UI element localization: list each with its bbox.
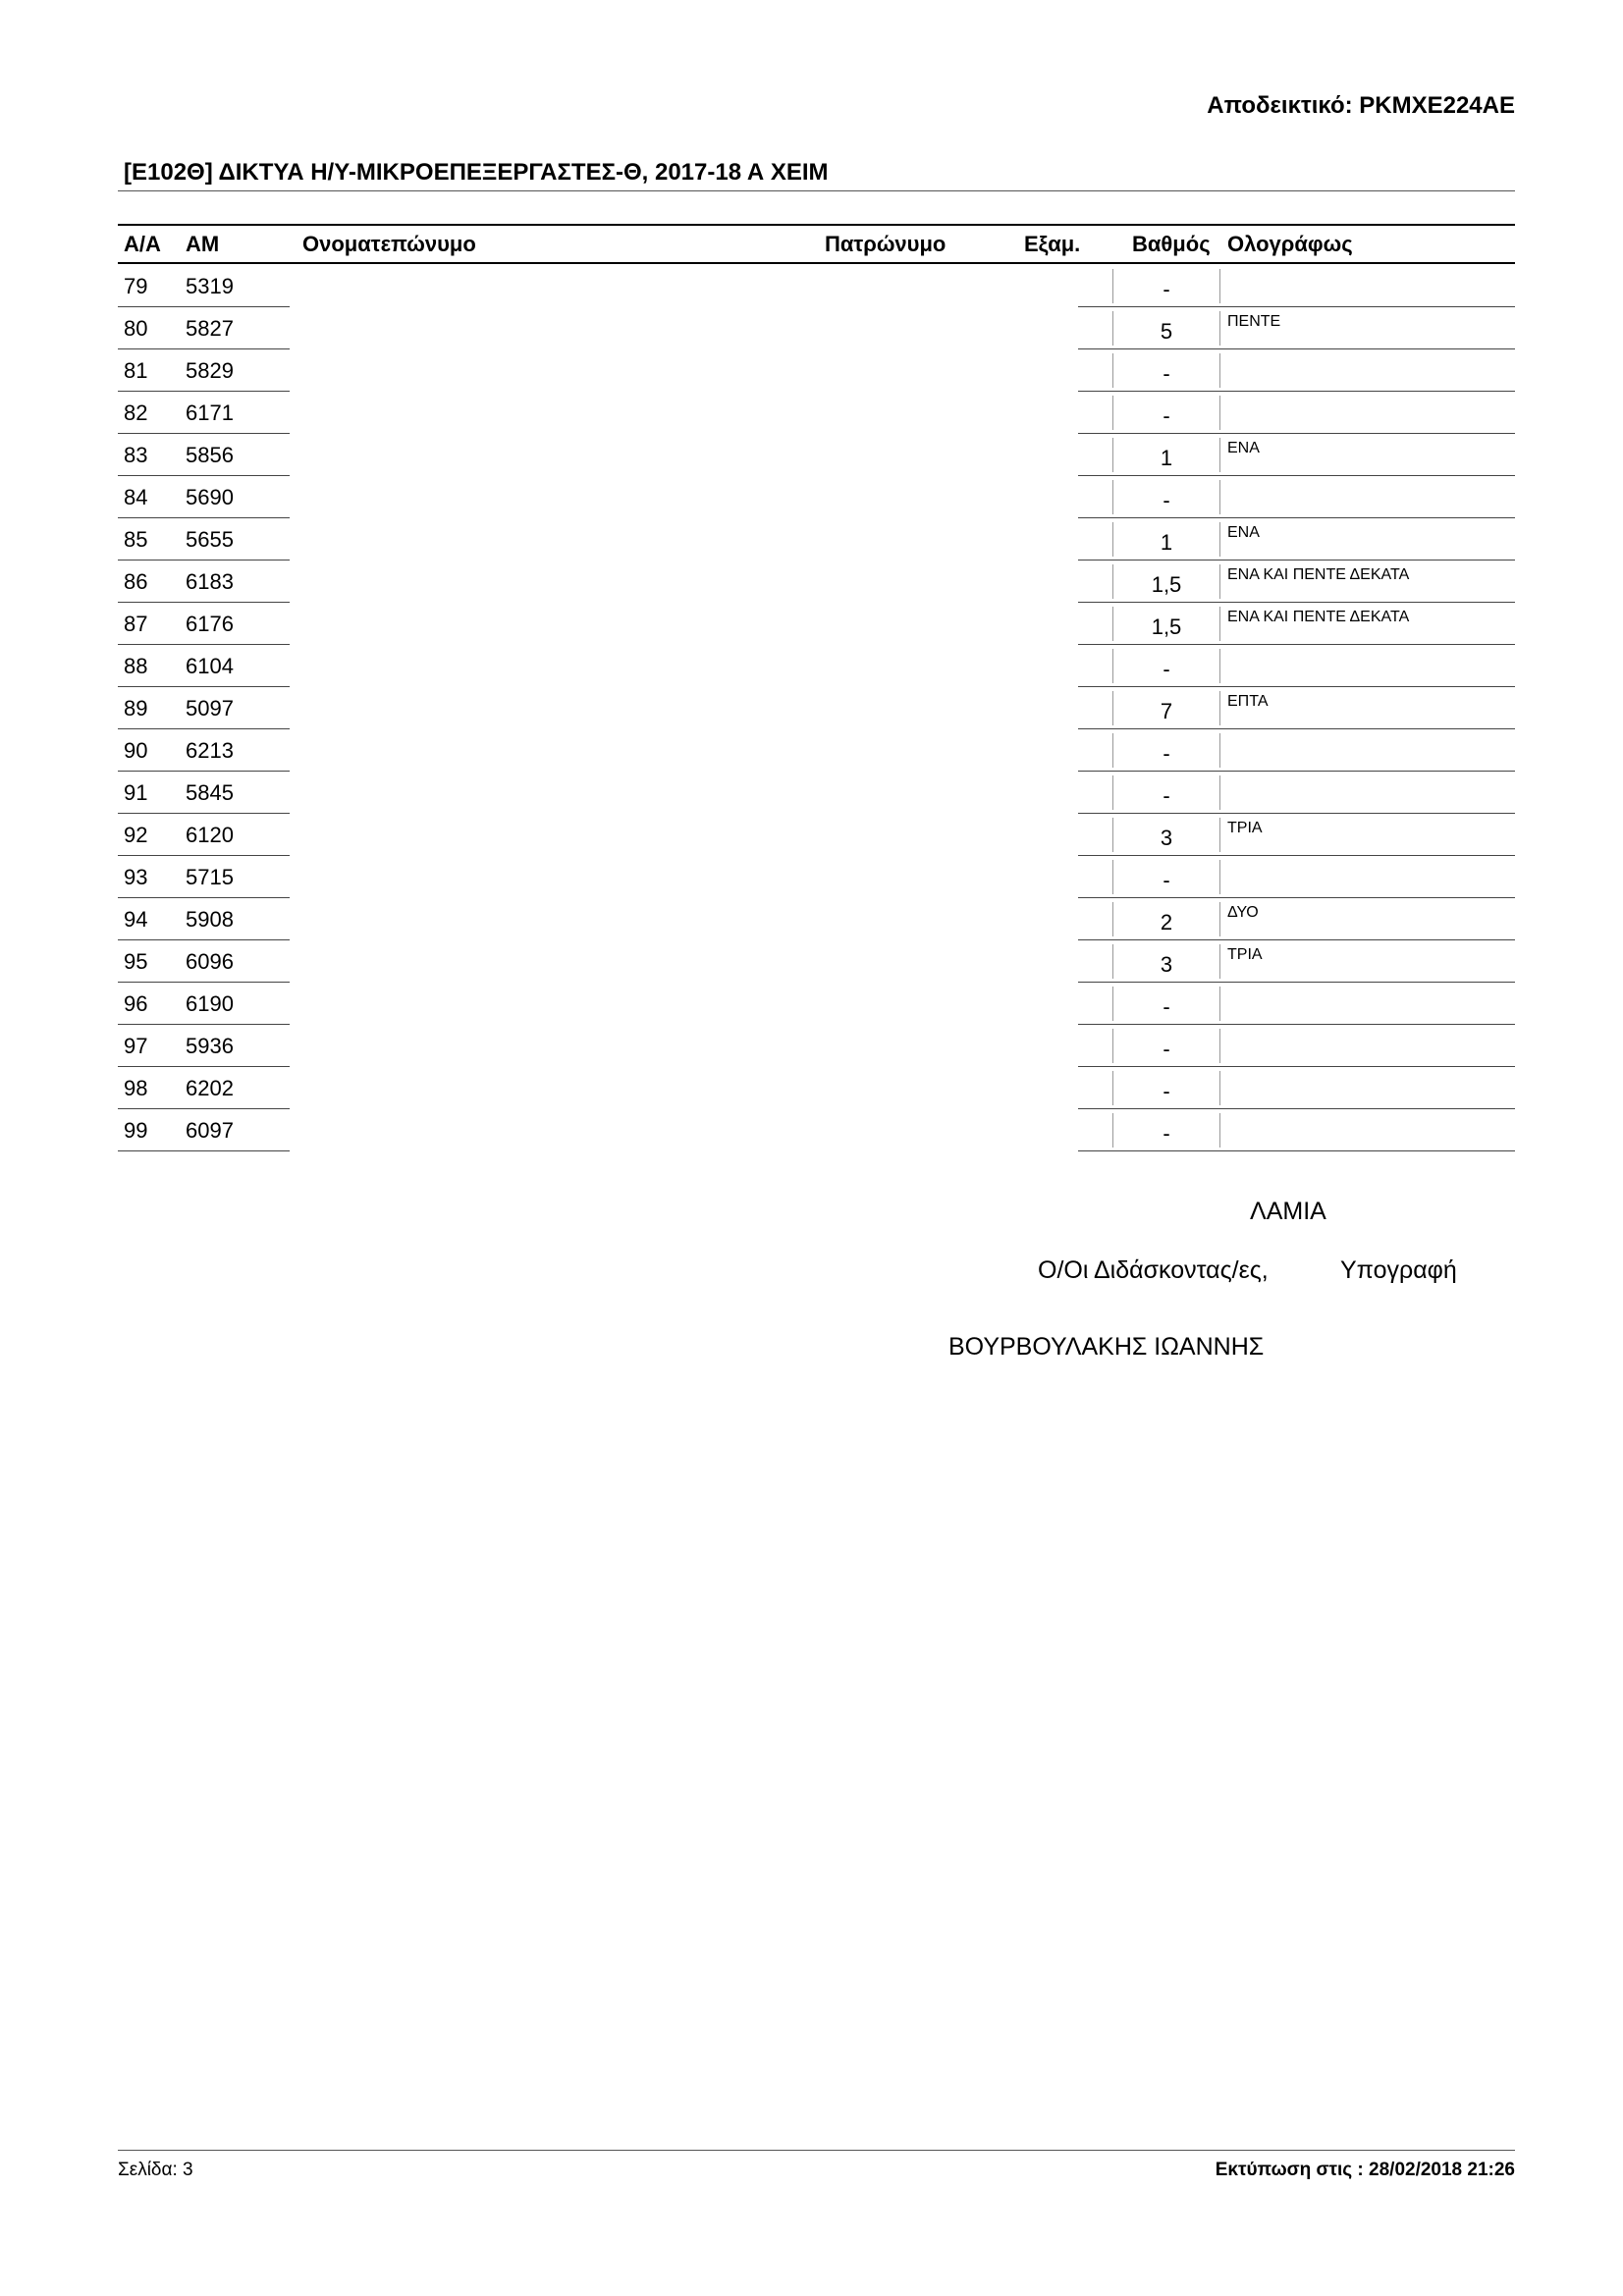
row-am: 5908 [186, 907, 234, 932]
table-row [0, 265, 1623, 307]
row-grade: 3 [1160, 826, 1173, 850]
print-timestamp: Εκτύπωση στις : 28/02/2018 21:26 [1215, 2160, 1515, 2180]
words-divider [1219, 396, 1220, 430]
row-words: ΕΝΑ ΚΑΙ ΠΕΝΤΕ ΔΕΚΑΤΑ [1227, 609, 1410, 625]
page-number: Σελίδα: 3 [118, 2160, 193, 2180]
row-grade: 5 [1160, 319, 1173, 344]
row-am: 5319 [186, 274, 234, 298]
words-divider [1219, 1113, 1220, 1148]
row-am: 6202 [186, 1076, 234, 1100]
row-am: 5655 [186, 527, 234, 552]
words-divider [1219, 691, 1220, 725]
column-header-name: Ονοματεπώνυμο [302, 232, 476, 256]
signature-label: Υπογραφή [1340, 1256, 1457, 1284]
footer-divider [118, 2150, 1515, 2151]
row-aa: 99 [124, 1118, 148, 1143]
row-am: 6104 [186, 654, 234, 678]
words-divider [1219, 269, 1220, 303]
row-grade: - [1163, 488, 1170, 512]
table-row [0, 434, 1623, 476]
row-am: 6176 [186, 612, 234, 636]
table-row [0, 518, 1623, 561]
row-words: ΔΥΟ [1227, 904, 1259, 921]
words-divider [1219, 733, 1220, 768]
title-divider [118, 190, 1515, 191]
table-row [0, 349, 1623, 392]
table-row [0, 392, 1623, 434]
row-words: ΠΕΝΤΕ [1227, 313, 1281, 330]
row-grade: - [1163, 783, 1170, 808]
row-am: 6120 [186, 823, 234, 847]
words-divider [1219, 1029, 1220, 1063]
row-grade: 7 [1160, 699, 1173, 723]
row-aa: 92 [124, 823, 148, 847]
row-grade: - [1163, 277, 1170, 301]
row-words: ΤΡΙΑ [1227, 946, 1263, 963]
row-am: 5856 [186, 443, 234, 467]
table-row [0, 1109, 1623, 1151]
words-divider [1219, 775, 1220, 810]
table-row [0, 772, 1623, 814]
table-header-rule-bottom [118, 262, 1515, 264]
row-aa: 81 [124, 358, 148, 383]
row-aa: 86 [124, 569, 148, 594]
row-grade: - [1163, 994, 1170, 1019]
row-am: 6097 [186, 1118, 234, 1143]
row-aa: 89 [124, 696, 148, 721]
row-grade: 1 [1160, 446, 1173, 470]
table-row [0, 307, 1623, 349]
words-divider [1219, 987, 1220, 1021]
row-aa: 95 [124, 949, 148, 974]
words-divider [1219, 311, 1220, 346]
row-aa: 80 [124, 316, 148, 341]
row-am: 5690 [186, 485, 234, 509]
row-words: ΕΝΑ ΚΑΙ ΠΕΝΤΕ ΔΕΚΑΤΑ [1227, 566, 1410, 583]
table-row [0, 1025, 1623, 1067]
table-row [0, 940, 1623, 983]
row-grade: 1,5 [1151, 614, 1182, 639]
row-aa: 83 [124, 443, 148, 467]
receipt-number: Αποδεικτικό: ΡΚΜΧΕ224ΑΕ [1207, 92, 1515, 119]
row-am: 5097 [186, 696, 234, 721]
row-grade: - [1163, 1079, 1170, 1103]
column-header-am: ΑΜ [186, 232, 220, 256]
row-aa: 91 [124, 780, 148, 805]
table-row [0, 729, 1623, 772]
column-header-exam: Εξαμ. [1024, 232, 1081, 256]
row-am: 5829 [186, 358, 234, 383]
row-grade: 2 [1160, 910, 1173, 934]
row-words: ΤΡΙΑ [1227, 820, 1263, 836]
row-aa: 85 [124, 527, 148, 552]
table-row [0, 983, 1623, 1025]
words-divider [1219, 860, 1220, 894]
table-row [0, 603, 1623, 645]
table-row [0, 1067, 1623, 1109]
row-aa: 88 [124, 654, 148, 678]
row-grade: 1 [1160, 530, 1173, 555]
words-divider [1219, 818, 1220, 852]
row-am: 6213 [186, 738, 234, 763]
row-words: ΕΝΑ [1227, 524, 1260, 541]
words-divider [1219, 944, 1220, 979]
table-row [0, 476, 1623, 518]
table-row [0, 814, 1623, 856]
column-header-aa: Α/Α [124, 232, 161, 256]
row-grade: - [1163, 657, 1170, 681]
column-header-father: Πατρώνυμο [825, 232, 947, 256]
row-grade: - [1163, 361, 1170, 386]
column-header-words: Ολογράφως [1227, 232, 1353, 256]
row-am: 6183 [186, 569, 234, 594]
row-grade: - [1163, 403, 1170, 428]
row-aa: 90 [124, 738, 148, 763]
words-divider [1219, 522, 1220, 557]
row-aa: 82 [124, 400, 148, 425]
row-aa: 84 [124, 485, 148, 509]
row-aa: 98 [124, 1076, 148, 1100]
row-am: 6096 [186, 949, 234, 974]
row-words: ΕΠΤΑ [1227, 693, 1269, 710]
row-rule-left [118, 1150, 290, 1151]
row-words: ΕΝΑ [1227, 440, 1260, 456]
row-grade: - [1163, 1121, 1170, 1146]
row-grade: - [1163, 741, 1170, 766]
words-divider [1219, 438, 1220, 472]
row-aa: 87 [124, 612, 148, 636]
row-grade: 1,5 [1151, 572, 1182, 597]
words-divider [1219, 353, 1220, 388]
row-aa: 97 [124, 1034, 148, 1058]
words-divider [1219, 564, 1220, 599]
table-row [0, 856, 1623, 898]
table-header-rule-top [118, 224, 1515, 226]
words-divider [1219, 480, 1220, 514]
row-grade: - [1163, 1037, 1170, 1061]
table-row [0, 645, 1623, 687]
row-grade: - [1163, 868, 1170, 892]
row-rule-right [1078, 1150, 1515, 1151]
row-am: 5845 [186, 780, 234, 805]
row-am: 5715 [186, 865, 234, 889]
row-aa: 94 [124, 907, 148, 932]
row-am: 6190 [186, 991, 234, 1016]
row-am: 5936 [186, 1034, 234, 1058]
column-header-grade: Βαθμός [1132, 232, 1211, 256]
place-label: ΛΑΜΙΑ [1250, 1198, 1326, 1225]
row-aa: 93 [124, 865, 148, 889]
row-aa: 96 [124, 991, 148, 1016]
teachers-label: Ο/Οι Διδάσκοντας/ες, [1038, 1256, 1269, 1284]
row-grade: 3 [1160, 952, 1173, 977]
table-row [0, 687, 1623, 729]
words-divider [1219, 649, 1220, 683]
table-row [0, 561, 1623, 603]
words-divider [1219, 1071, 1220, 1105]
words-divider [1219, 902, 1220, 936]
words-divider [1219, 607, 1220, 641]
table-row [0, 898, 1623, 940]
course-title: [Ε102Θ] ΔΙΚΤΥΑ Η/Υ-ΜΙΚΡΟΕΠΕΞΕΡΓΑΣΤΕΣ-Θ, 2017-18 Α ΧΕΙΜ [124, 159, 829, 186]
teacher-name: ΒΟΥΡΒΟΥΛΑΚΗΣ ΙΩΑΝΝΗΣ [948, 1333, 1265, 1361]
row-am: 5827 [186, 316, 234, 341]
row-aa: 79 [124, 274, 148, 298]
row-am: 6171 [186, 400, 234, 425]
